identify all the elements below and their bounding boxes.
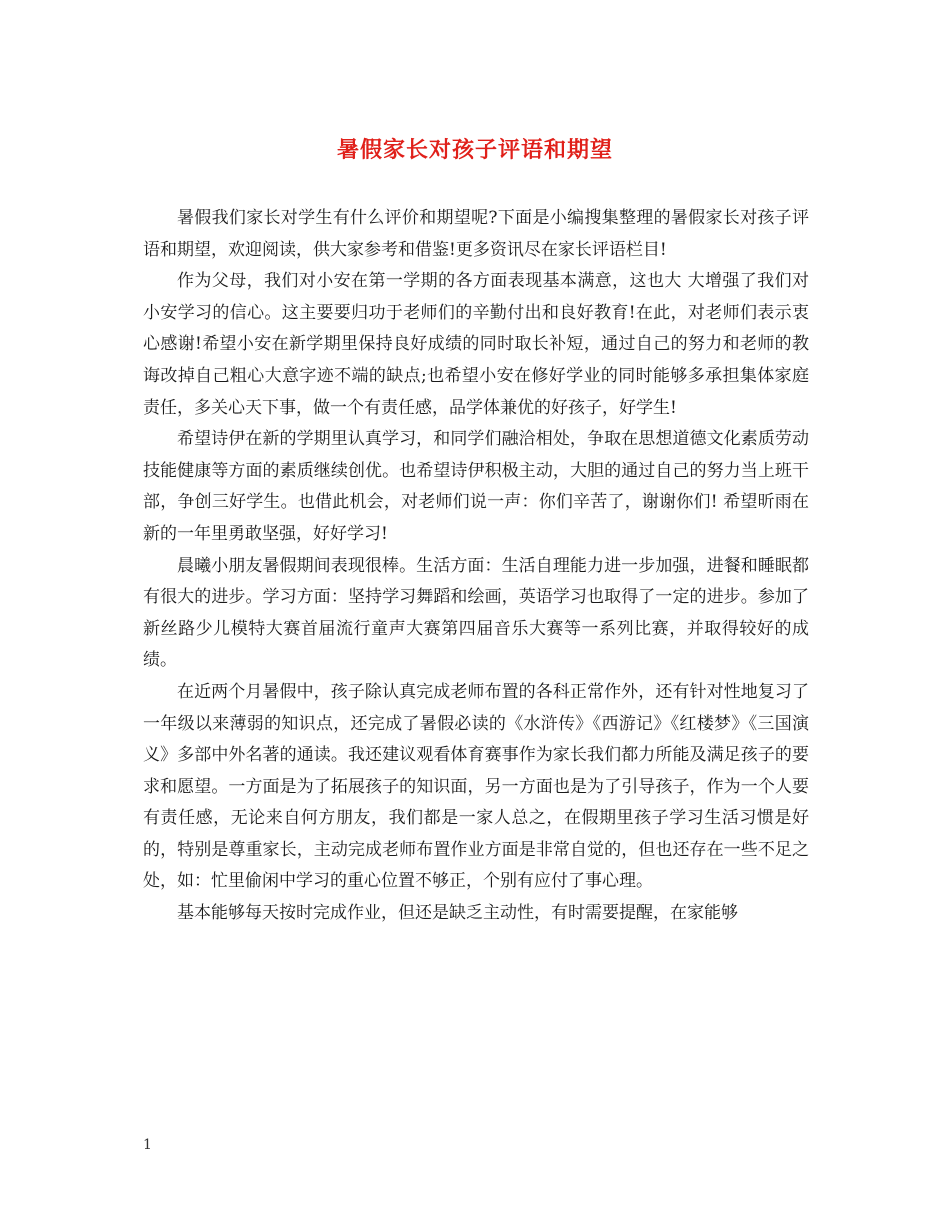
document-title: 暑假家长对孩子评语和期望 (336, 137, 613, 163)
paragraph-xiaoan: 作为父母，我们对小安在第一学期的各方面表现基本满意，这也大 大增强了我们对小安学习的信心。这主要要归功于老师们的辛勤付出和良好教育!在此，对老师们表示衷心感谢!希望小安在新学期里保持良好成绩的同时取长补短，通过自己的努力和老师的教诲改掉自己粗心大意字迹不端的缺点;也希望小安在修好学业的同时能够多承担集体家庭责任，多关心天下事，做一个有责任感，品学体兼优的好孩子，好学生! (143, 271, 809, 418)
document-body (143, 203, 809, 930)
page-number: 1 (143, 1137, 152, 1153)
paragraph-intro: 暑假我们家长对学生有什么评价和期望呢?下面是小编搜集整理的暑假家长对孩子评语和期望，欢迎阅读，供大家参考和借鉴!更多资讯尽在家长评语栏目! (143, 208, 809, 260)
paragraph-summer-reading: 在近两个月暑假中，孩子除认真完成老师布置的各科正常作外，还有针对性地复习了一年级以来薄弱的知识点，还完成了暑假必读的《水浒传》《西游记》《红楼梦》《三国演义》多部中外名著的通读。我还建议观看体育赛事作为家长我们都力所能及满足孩子的要求和愿望。一方面是为了拓展孩子的知识面，另一方面也是为了引导孩子，作为一个人要有责任感，无论来自何方朋友，我们都是一家人总之，在假期里孩子学习生活习惯是好的，特别是尊重家长，主动完成老师布置作业方面是非常自觉的，但也还存在一些不足之处，如：忙里偷闲中学习的重心位置不够正，个别有应付了事心理。 (143, 681, 809, 892)
paragraph-chenxi: 晨曦小朋友暑假期间表现很棒。生活方面：生活自理能力进一步加强，进餐和睡眠都有很大的进步。学习方面：坚持学习舞蹈和绘画，英语学习也取得了一定的进步。参加了新丝路少儿模特大赛首届流行童声大赛第四届音乐大赛等一系列比赛，并取得较好的成绩。 (143, 555, 809, 671)
paragraph-shiyi: 希望诗伊在新的学期里认真学习，和同学们融洽相处，争取在思想道德文化素质劳动技能健康等方面的素质继续创优。也希望诗伊积极主动，大胆的通过自己的努力当上班干部，争创三好学生。也借此机会，对老师们说一声：你们辛苦了，谢谢你们! 希望昕雨在新的一年里勇敢坚强，好好学习! (143, 429, 809, 544)
paragraph-homework: 基本能够每天按时完成作业，但还是缺乏主动性，有时需要提醒，在家能够 (177, 903, 738, 924)
